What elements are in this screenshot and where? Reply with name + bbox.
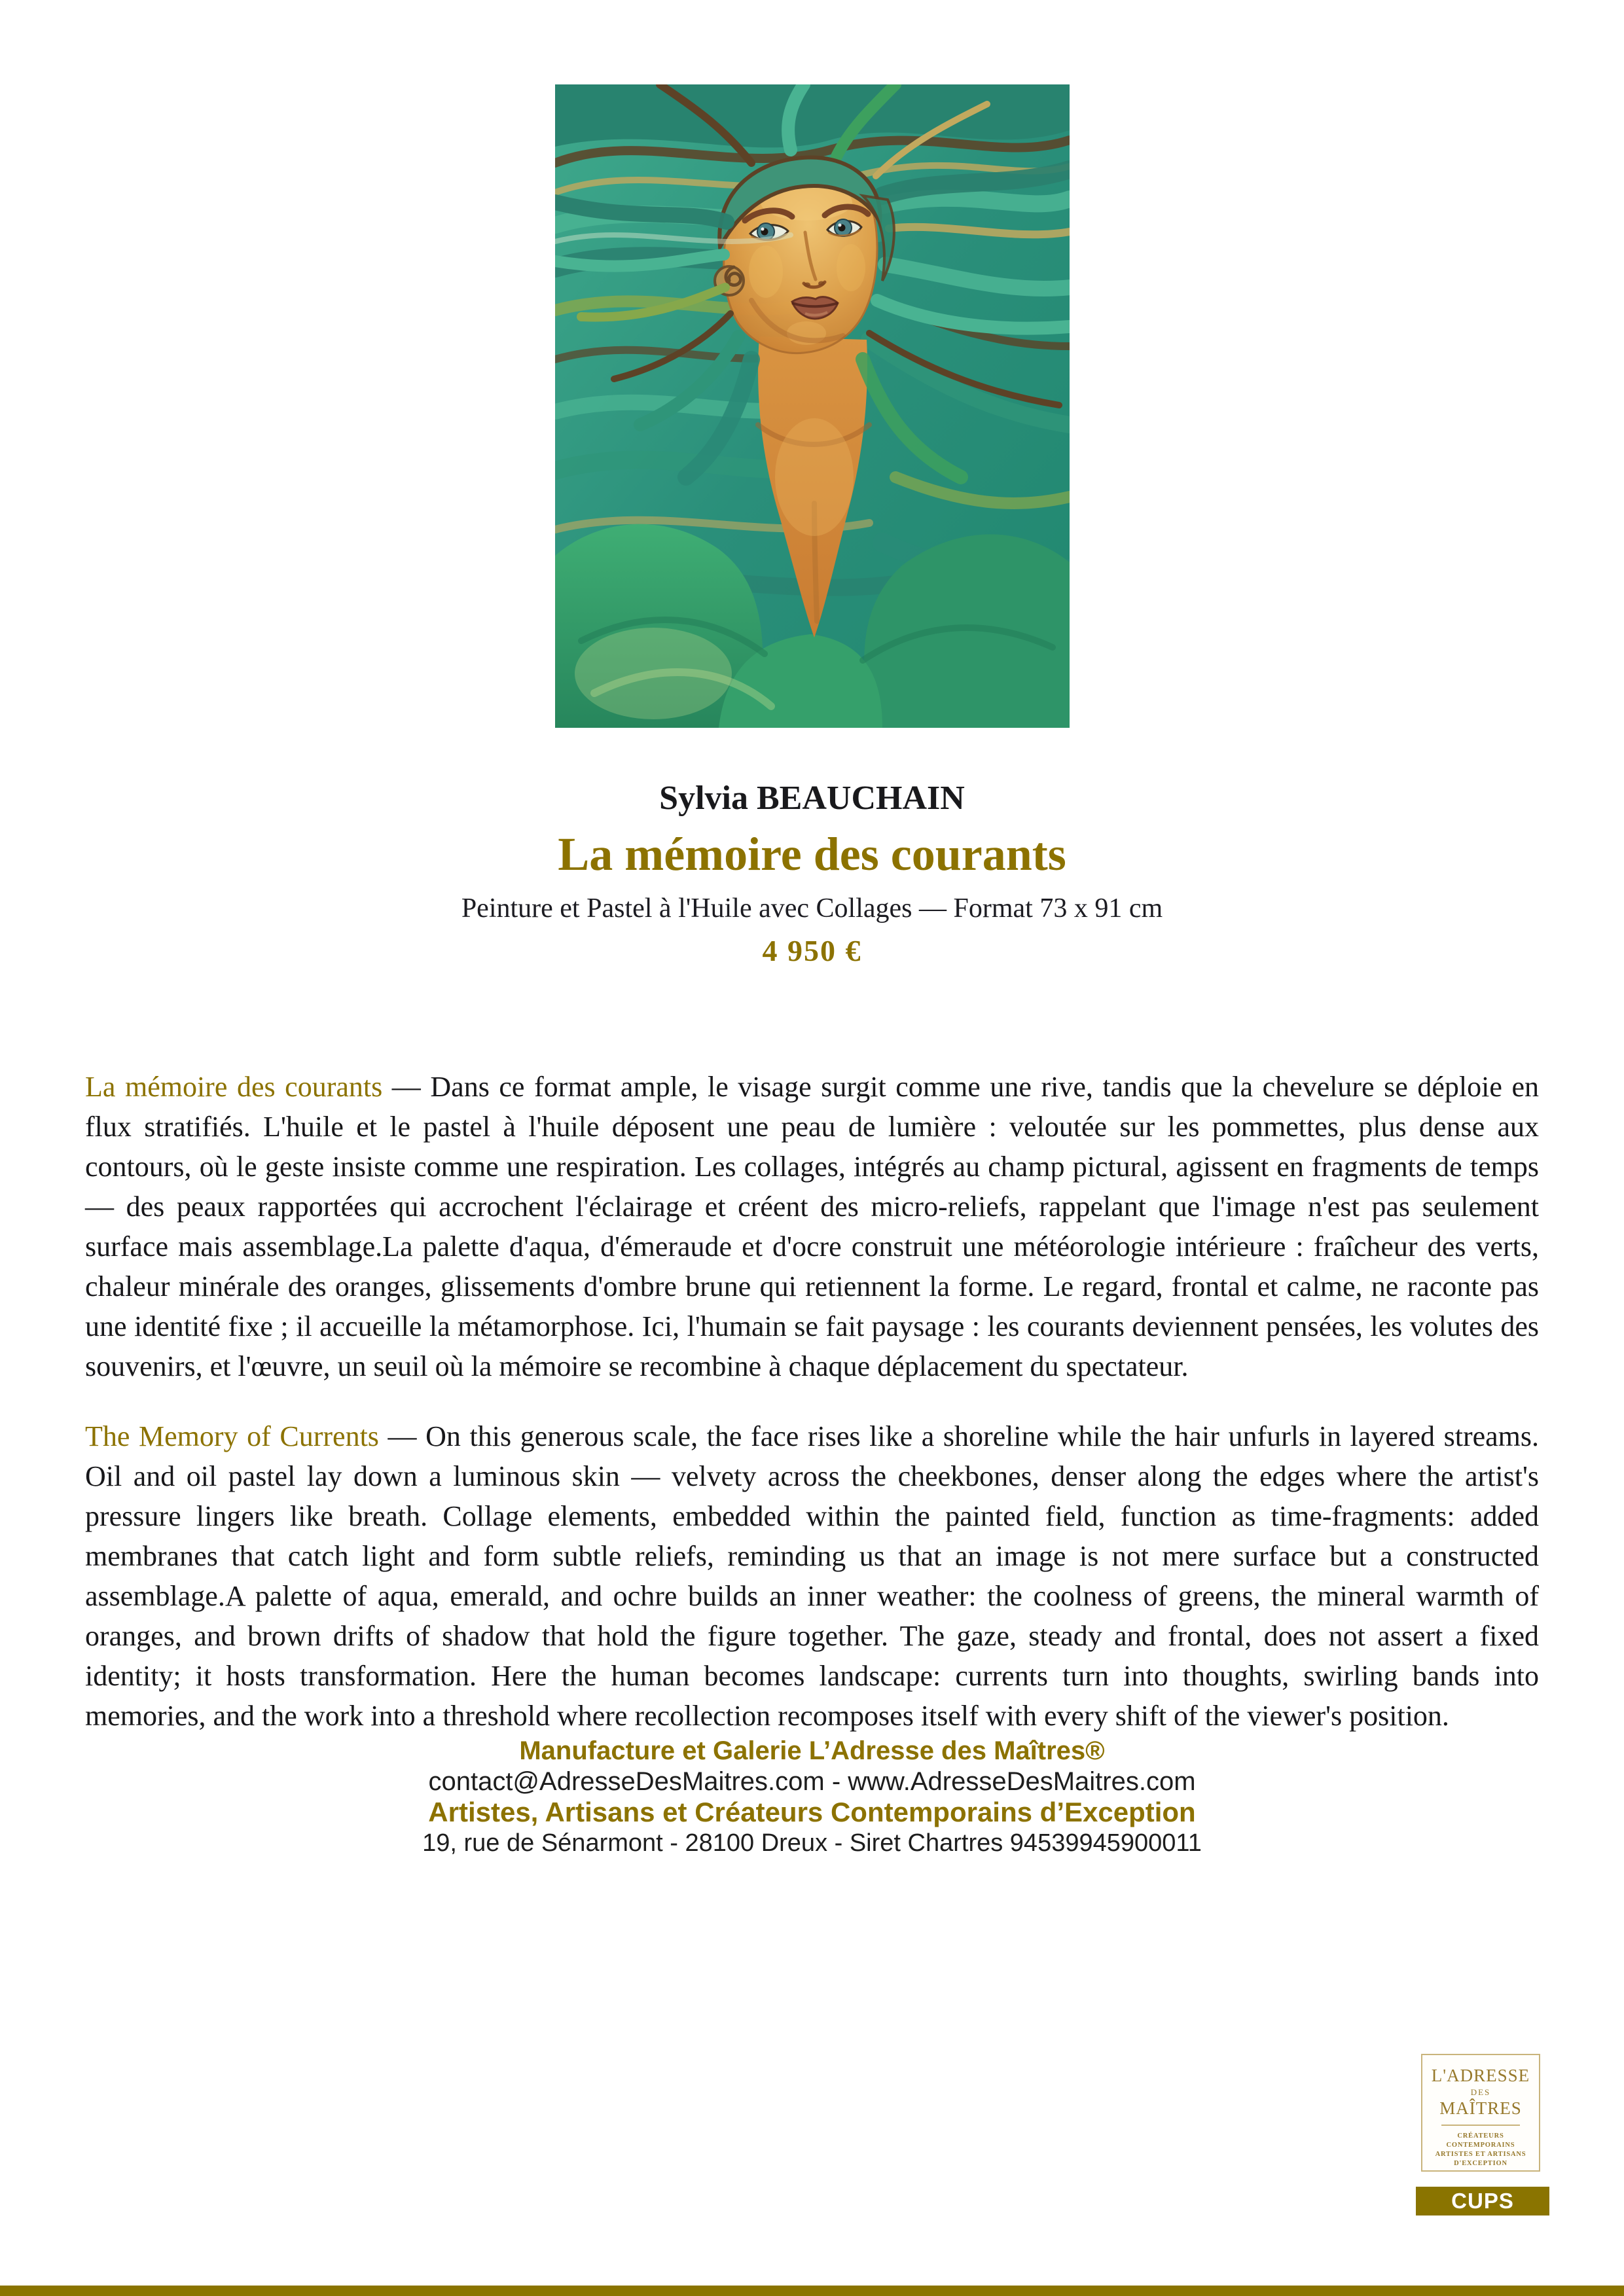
description-french-lead: La mémoire des courants [85, 1071, 383, 1103]
bottom-gold-bar [0, 2286, 1624, 2296]
artist-name: Sylvia BEAUCHAIN [659, 780, 965, 817]
footer-tagline: Artistes, Artisans et Créateurs Contemporains d’Exception [428, 1797, 1196, 1827]
cups-badge: CUPS [1416, 2187, 1549, 2215]
artwork-header [0, 779, 1624, 969]
description-english [85, 1416, 1539, 1736]
description-french-dash: — [382, 1071, 431, 1103]
description-english-lead: The Memory of Currents [85, 1420, 379, 1452]
gallery-logo [1421, 2054, 1540, 2172]
footer-gallery-name: Manufacture et Galerie L’Adresse des Maîtres® [519, 1736, 1105, 1765]
logo-subtitle-1: CRÉATEURS CONTEMPORAINS [1446, 2132, 1515, 2149]
logo-line-1: L'ADRESSE [1431, 2066, 1530, 2085]
logo-divider [1441, 2125, 1520, 2126]
artwork-image [555, 84, 1070, 728]
logo-line-3: MAÎTRES [1439, 2098, 1522, 2118]
artwork-medium-format: Peinture et Pastel à l'Huile avec Collages — Format 73 x 91 cm [461, 893, 1163, 924]
descriptions-section [85, 1067, 1539, 1736]
artwork-price: 4 950 € [762, 934, 862, 967]
artwork-title: La mémoire des courants [558, 828, 1066, 880]
description-english-body: On this generous scale, the face rises like a shoreline while the hair unfurls in layered streams. Oil and oil pastel lay down a luminous skin — velvety across the cheekbones, denser along the edges where the artist's pressure lingers like breath. Collage elements, embedded within the painted field, function as time-fragments: added membranes that catch light and form subtle reliefs, reminding us that an image is not mere surface but a constructed assemblage.A palette of aqua, emerald, and ochre builds an inner weather: the coolness of greens, the mineral warmth of oranges, and brown drifts of shadow that hold the figure together. The gaze, steady and frontal, does not assert a fixed identity; it hosts transformation. Here the human becomes landscape: currents turn into thoughts, swirling bands into memories, and the work into a threshold where recollection recomposes itself with every shift of the viewer's position. [85, 1420, 1540, 1732]
logo-subtitle-2: ARTISTES ET ARTISANS [1435, 2151, 1526, 2158]
description-french [85, 1067, 1539, 1386]
footer-address: 19, rue de Sénarmont - 28100 Dreux - Siret Chartres 94539945900011 [422, 1829, 1202, 1857]
footer-contact-line: contact@AdresseDesMaitres.com - www.AdresseDesMaitres.com [428, 1767, 1196, 1796]
description-english-dash: — [378, 1420, 426, 1452]
description-french-body: Dans ce format ample, le visage surgit comme une rive, tandis que la chevelure se déploie en flux stratifiés. L'huile et le pastel à l'huile déposent une peau de lumière : veloutée sur les pommettes, plus dense aux contours, où le geste insiste comme une respiration. Les collages, intégrés au champ pictural, agissent en fragments de temps — des peaux rapportées qui accrochent l'éclairage et créent des micro-reliefs, rappelant que l'image n'est pas seulement surface mais assemblage.La palette d'aqua, d'émeraude et d'ocre construit une météorologie intérieure : fraîcheur des verts, chaleur minérale des oranges, glissements d'ombre brune qui retiennent la forme. Le regard, frontal et calme, ne raconte pas une identité fixe ; il accueille la métamorphose. Ici, l'humain se fait paysage : les courants deviennent pensées, les volutes des souvenirs, et l'œuvre, un seuil où la mémoire se recombine à chaque déplacement du spectateur. [85, 1071, 1539, 1382]
logo-subtitle-3: D'EXCEPTION [1454, 2160, 1507, 2167]
footer [0, 1736, 1624, 1858]
logo-line-2: DES [1470, 2087, 1491, 2097]
